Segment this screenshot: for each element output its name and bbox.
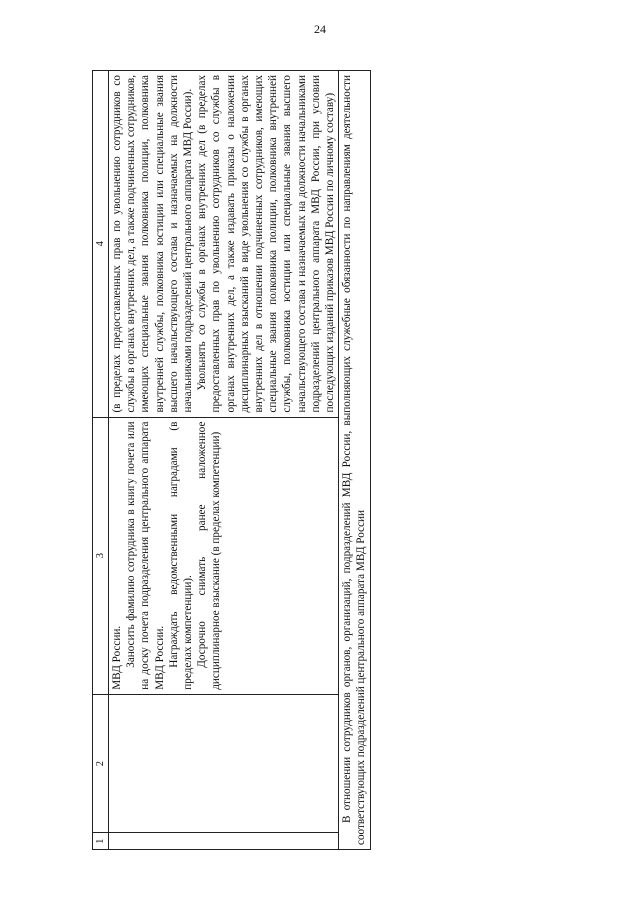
header-col-1: 1 xyxy=(93,833,109,850)
col3-paragraph: Заносить фамилию сотрудника в книгу почета или на доску почета подразделения центрального аппарата МВД России. xyxy=(125,421,166,690)
header-col-2: 2 xyxy=(93,694,109,833)
section-heading-text: В отношении сотрудников органов, организаций, подразделений МВД России, выполняющих служебные обязанности по направлениям деятельности соответствующих подразделений центрального аппарата МВД России xyxy=(339,71,370,850)
col4-paragraph: (в пределах предоставленных прав по увольнению сотрудников со службы в органах внутренних дел, а также подчиненных сотрудников, имеющих специальные звания полковника полиции, полковника внутренней службы, полковника юстиции или специальные звания высшего начальствующего состава и назначаемых на должности начальниками подразделений центрального аппарата МВД России). xyxy=(111,75,195,413)
cell-col-4 xyxy=(109,71,339,418)
header-col-4: 4 xyxy=(93,71,109,418)
section-row xyxy=(339,71,370,850)
document-table xyxy=(92,70,371,850)
header-col-3: 3 xyxy=(93,417,109,694)
rotated-table-container xyxy=(92,70,512,850)
col4-paragraph: Увольнять со службы в органах внутренних дел (в пределах предоставленных прав по увольнению сотрудников со службы в органах внутренних дел, а также издавать приказы о наложении дисциплинарных взысканий в виде увольнения со службы в органах внутренних дел в отношении подчиненных сотрудников, имеющих специальные звания полковника полиции, полковника внутренней службы, полковника юстиции или специальные звания высшего начальствующего состава и назначаемых на должности начальниками подразделений центрального аппарата МВД России, при условии последующих изданий приказов МВД России по личному составу) xyxy=(196,75,337,413)
col3-paragraph: Досрочно снимать ранее наложенное дисциплинарное взыскание (в пределах компетенции) xyxy=(196,421,223,690)
page-number: 24 xyxy=(314,22,326,36)
col3-paragraph: Награждать ведомственными наградами (в пределах компетенции). xyxy=(167,421,195,690)
cell-col-2 xyxy=(109,694,339,833)
table-header-row xyxy=(93,71,109,850)
cell-col-1 xyxy=(109,833,339,850)
cell-col-3 xyxy=(109,417,339,694)
table-row xyxy=(109,71,339,850)
col3-paragraph: МВД России. xyxy=(111,625,123,690)
